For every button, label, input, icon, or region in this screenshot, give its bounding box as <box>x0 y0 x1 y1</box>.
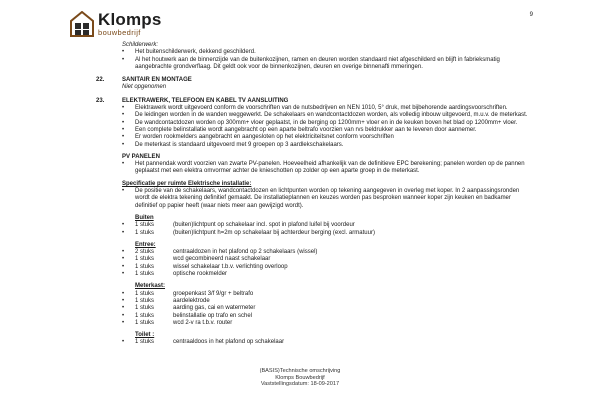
logo-subtitle: bouwbedrijf <box>98 28 141 38</box>
document-content <box>96 42 528 347</box>
list-item: • Een complete belinstallatie wordt aangebracht op een aparte beltrafo voorzien van rvs beldrukker aan te leveren door aannemer. <box>122 127 528 134</box>
footer-line-3: Vaststellingsdatum: 18-09-2017 <box>260 381 340 388</box>
list-item: • Er worden rookmelders aangebracht en aangesloten op het elektriciteitsnet conform voorschriften <box>122 134 528 141</box>
list-item: • De meterkast is standaard uitgevoerd met 9 groepen op 3 aardlekschakelaars. <box>122 142 528 149</box>
list-item: • Het buitenschilderwerk, dekkend geschilderd. <box>122 49 528 56</box>
pv-panelen-title: PV PANELEN <box>122 153 160 160</box>
section-23-heading: 23. ELEKTRAWERK, TELEFOON EN KABEL TV AANSLUITING <box>96 97 289 104</box>
table-row: • 1 stuks centraaldoos in het plafond op schakelaar <box>122 339 528 346</box>
table-row: • 1 stuks groepenkast 3/f 9/gr + beltrafo <box>122 291 528 298</box>
specificatie-title: Specificatie per ruimte Elektrische installatie: <box>122 180 252 187</box>
footer-line-2: Klomps Bouwbedrijf <box>275 374 325 381</box>
logo-name: Klomps <box>98 10 162 30</box>
list-item: • Elektrawerk wordt uitgevoerd conform de voorschriften van de nutsbedrijven en NEN 1010, 5° druk, met bijbehorende aardingsvoorschriften. <box>122 105 528 112</box>
table-row: • 1 stuks belinstallatie op trafo en schel <box>122 313 528 320</box>
group-title-entree: Entree: <box>135 241 156 248</box>
list-item: • Al het houtwerk aan de binnenzijde van de buitenkozijnen, ramen en deuren worden standaard niet afgeschilderd en blijft in fabrieksmatig aangebrachte grondverflaag. Dit geldt ook voor de binnenkozijnen, deuren en overige binnenafti mmeringen. <box>122 57 528 72</box>
house-logo-icon <box>70 11 94 37</box>
page-footer <box>0 368 600 388</box>
section-22-note: Niet opgenomen <box>122 84 167 91</box>
footer-line-1: (BASIS)Technische omschrijving <box>259 368 341 374</box>
group-title-meterkast: Meterkast: <box>135 283 166 290</box>
table-row: • 1 stuks optische rookmelder <box>122 271 528 278</box>
company-logo <box>70 9 162 39</box>
table-row: • 1 stuks wcd gecombineerd naast schakelaar <box>122 256 528 263</box>
table-row: • 1 stuks (buiten)lichtpunt h=2m op schakelaar bij achterdeur berging (excl. armatuur) <box>122 230 528 237</box>
schilderwerk-label: Schilderwerk: <box>122 42 159 48</box>
pv-panelen-text: • Het pannendak wordt voorzien van zwarte PV-panelen. Hoeveelheid afhankelijk van de definitieve EPC berekening; panelen worden op de pannen geplaatst met een elektra omvormer achter de knieschotten op zolder op een aparte groep in de meterkast. <box>122 161 528 176</box>
table-row: • 1 stuks aarding gas, cai en watermeter <box>122 305 528 312</box>
specificatie-text: • De positie van de schakelaars, wandcontactdozen en lichtpunten worden op tekening aangegeven in overleg met koper. In 2 aanpassingsronden wordt de elektra tekening definitief gemaakt. De installatieplannen en keuzes worden pas besproken wanneer koper zijn keuken en badkamer definitief op papier heeft (waar niets meer aan gewijzigd wordt). <box>122 188 528 210</box>
table-row: • 2 stuks centraaldozen in het plafond op 2 schakelaars (wissel) <box>122 249 528 256</box>
list-item: • De wandcontactdozen worden op 300mm+ vloer geplaatst, in de berging op 1200mm+ vloer en in de keuken boven het blad op 1200mm+ vloer. <box>122 120 528 127</box>
group-title-buiten: Buiten <box>135 214 154 221</box>
list-item: • De leidingen worden in de wanden weggewerkt. De schakelaars en wandcontactdozen worden, als volledig inbouw uitgevoerd, m.u.v. de meterkast. <box>122 112 528 119</box>
table-row: • 1 stuks wcd 2-v ra t.b.v. router <box>122 320 528 327</box>
section-22-heading: 22. SANITAIR EN MONTAGE <box>96 77 192 84</box>
page-number: 9 <box>529 12 533 18</box>
table-row: • 1 stuks wissel schakelaar t.b.v. verlichting overloop <box>122 264 528 271</box>
table-row: • 1 stuks aardelektrode <box>122 298 528 305</box>
table-row: • 1 stuks (buiten)lichtpunt op schakelaar incl. spot in plafond luifel bij voordeur <box>122 222 528 229</box>
group-title-toilet: Toilet : <box>135 332 155 339</box>
